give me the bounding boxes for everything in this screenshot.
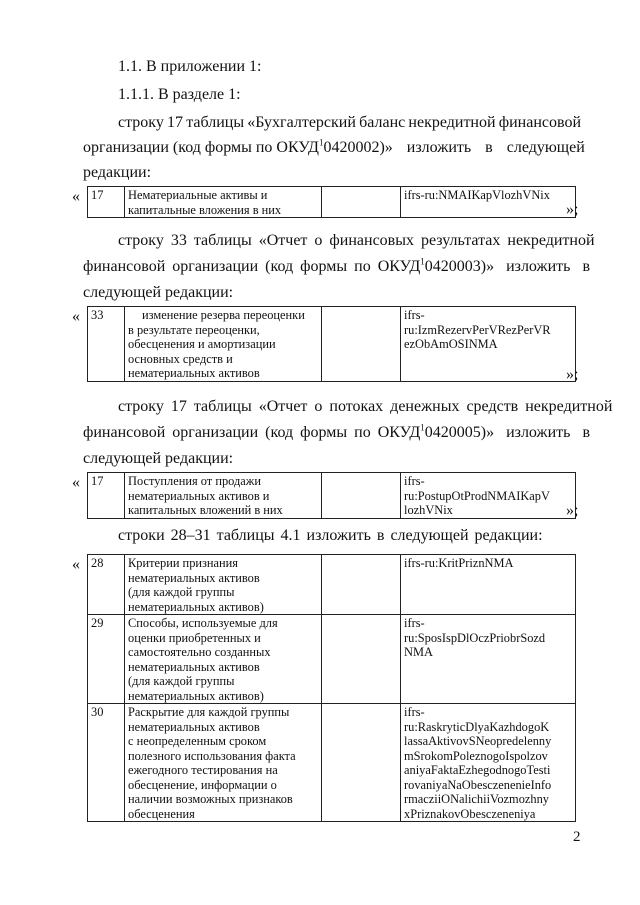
text-line: капитальные вложения в них [128, 202, 282, 217]
text-line: ru:SposIspDlOczPriobrSozd [404, 630, 546, 645]
footnote-ref: 1 [420, 256, 425, 267]
page-number: 2 [573, 829, 581, 845]
table-row [88, 187, 576, 218]
empty-cell [322, 473, 401, 519]
text-line: самостоятельно созданных [128, 645, 271, 659]
text-line: Поступления от продажи [128, 474, 261, 488]
row-number: 29 [88, 615, 125, 704]
table-row [88, 307, 576, 382]
table-row [88, 555, 576, 615]
paragraph-2-line-1: строку 33 таблицы «Отчет о финансовых результатах некредитной [118, 232, 595, 249]
text-line: ifrs-ru:KritPriznNMA [404, 556, 514, 570]
text-line: наличии возможных признаков [128, 792, 293, 806]
text: организации (код формы по ОКУД [83, 139, 319, 156]
text-line: нематериальных активов) [128, 599, 264, 614]
row-code [401, 615, 576, 704]
table-1 [87, 186, 579, 218]
paragraph-2-line-2-a [83, 258, 425, 276]
paragraph-1-line-1 [118, 114, 581, 132]
word: строку [118, 114, 164, 131]
text-line: нематериальных активов и [128, 488, 270, 503]
quote-close: »; [566, 502, 579, 519]
table-2 [87, 306, 579, 383]
text-line: xPriznakovObesczeneniya [404, 806, 536, 821]
paragraph-2-line-3: следующей редакции: [83, 284, 234, 301]
text-line: обесценения и амортизации [128, 337, 276, 351]
row-code [401, 473, 579, 519]
table-row [88, 473, 576, 519]
footnote-ref: 1 [420, 422, 425, 433]
row-number: 17 [88, 187, 125, 218]
paragraph-1-line-2 [83, 137, 585, 157]
row-name [125, 187, 322, 218]
text-line: ifrs- [404, 705, 425, 719]
text-line: капитальных вложений в них [128, 503, 283, 517]
row-code [401, 307, 579, 383]
text-line: нематериальных активов [128, 659, 260, 674]
text-line: mSrokomPoleznogoIspolzov [404, 748, 548, 763]
text-line: нематериальных активов [128, 366, 260, 380]
text-line: (для каждой группы [128, 674, 235, 688]
quote-open: « [72, 308, 80, 325]
text-line: с неопределенным сроком [128, 734, 267, 748]
row-code: ifrs-ru:NMAIKapVlozhVNix [401, 187, 576, 218]
row-name [125, 704, 322, 822]
paragraph-1-line-2-b: 0420002)» изложить в следующей [323, 139, 585, 156]
quote-close: »; [566, 366, 579, 383]
text: финансовой организации (код формы по ОКУД [83, 258, 421, 275]
text-line: ifrs- [404, 616, 425, 630]
heading-section-1-1-1: 1.1.1. В разделе 1: [118, 86, 241, 103]
row-name [125, 615, 322, 704]
text-line: изменение резерва переоценки [142, 308, 305, 322]
paragraph-1-line-3: редакции: [83, 164, 152, 181]
text-line: ifrs- [404, 474, 425, 488]
quote-close: »; [566, 201, 579, 218]
row-name [125, 473, 322, 519]
row-name [125, 555, 322, 615]
text-line: полезного использования факта [128, 748, 296, 763]
row-code [401, 555, 576, 615]
quote-open: « [72, 556, 80, 573]
text-line: rmacziiONalichiiVozmozhny [404, 792, 549, 806]
paragraph-3-line-2 [83, 422, 590, 442]
text-line: ezObAmOSINMA [404, 337, 498, 351]
quote-open: « [72, 474, 80, 491]
text-line: ru:RaskryticDlyaKazhdogoK [404, 719, 550, 734]
table-row [88, 704, 576, 822]
text-line: (для каждой группы [128, 585, 235, 599]
text-line: нематериальных активов [128, 719, 260, 734]
text-line: обесценение, информации о [128, 777, 277, 792]
word: «Бухгалтерский [247, 114, 356, 131]
text-line: Критерии признания [128, 556, 239, 570]
paragraph-3-line-1: строку 17 таблицы «Отчет о потоках денежных средств некредитной [118, 398, 613, 415]
quote-open: « [72, 188, 80, 205]
table-row [88, 615, 576, 704]
row-code [401, 704, 576, 822]
empty-cell [322, 615, 401, 704]
text-line: ежегодного тестирования на [128, 763, 278, 777]
empty-cell [322, 555, 401, 615]
text-line: оценки приобретенных и [128, 630, 261, 645]
row-name [125, 307, 322, 382]
text-line: Нематериальные активы и [128, 188, 268, 202]
text-line: lassaAktivovSNeopredelenny [404, 734, 552, 748]
paragraph-3-line-2-a [83, 424, 425, 442]
paragraph-1-line-2-a [83, 139, 323, 157]
paragraph-2-line-2-b: 0420003)» изложить в [424, 258, 590, 275]
text-line: NMA [404, 645, 433, 659]
table-3 [87, 472, 579, 519]
table-4 [87, 554, 576, 822]
text-line: aniyaFaktaEzhegodnogoTesti [404, 763, 551, 777]
word: финансовой [498, 114, 581, 131]
text-line: rovaniyaNaObesczenenieInfo [404, 777, 552, 792]
text-line: нематериальных активов) [128, 688, 264, 703]
paragraph-3-line-2-b: 0420005)» изложить в [424, 424, 590, 441]
word: баланс [359, 114, 406, 131]
text-line: нематериальных активов [128, 570, 260, 585]
text-line: Раскрытие для каждой группы [128, 705, 290, 719]
word: 17 [167, 114, 184, 131]
text-line: в результате переоценки, [128, 322, 260, 337]
row-number: 28 [88, 555, 125, 615]
text-line: ru:IzmRezervPerVRezPerVR [404, 322, 551, 337]
text-line: lozhVNix [404, 503, 453, 517]
row-number: 30 [88, 704, 125, 822]
footnote-ref: 1 [318, 137, 324, 148]
heading-section-1-1: 1.1. В приложении 1: [118, 58, 262, 75]
paragraph-4: строки 28–31 таблицы 4.1 изложить в следующей редакции: [118, 527, 543, 544]
text-line: ifrs- [404, 308, 425, 322]
word: некредитной [408, 114, 496, 131]
text: финансовой организации (код формы по ОКУД [83, 424, 421, 441]
row-number: 33 [88, 307, 125, 382]
text-line: ru:PostupOtProdNMAIKapV [404, 488, 550, 503]
empty-cell [322, 704, 401, 822]
text-line: обесценения [128, 806, 195, 821]
paragraph-3-line-3: следующей редакции: [83, 450, 234, 467]
row-number: 17 [88, 473, 125, 519]
word: таблицы [186, 114, 245, 131]
text-line: Способы, используемые для [128, 616, 278, 630]
paragraph-2-line-2 [83, 256, 590, 276]
empty-cell [322, 187, 401, 218]
text-line: основных средств и [128, 351, 233, 366]
empty-cell [322, 307, 401, 382]
